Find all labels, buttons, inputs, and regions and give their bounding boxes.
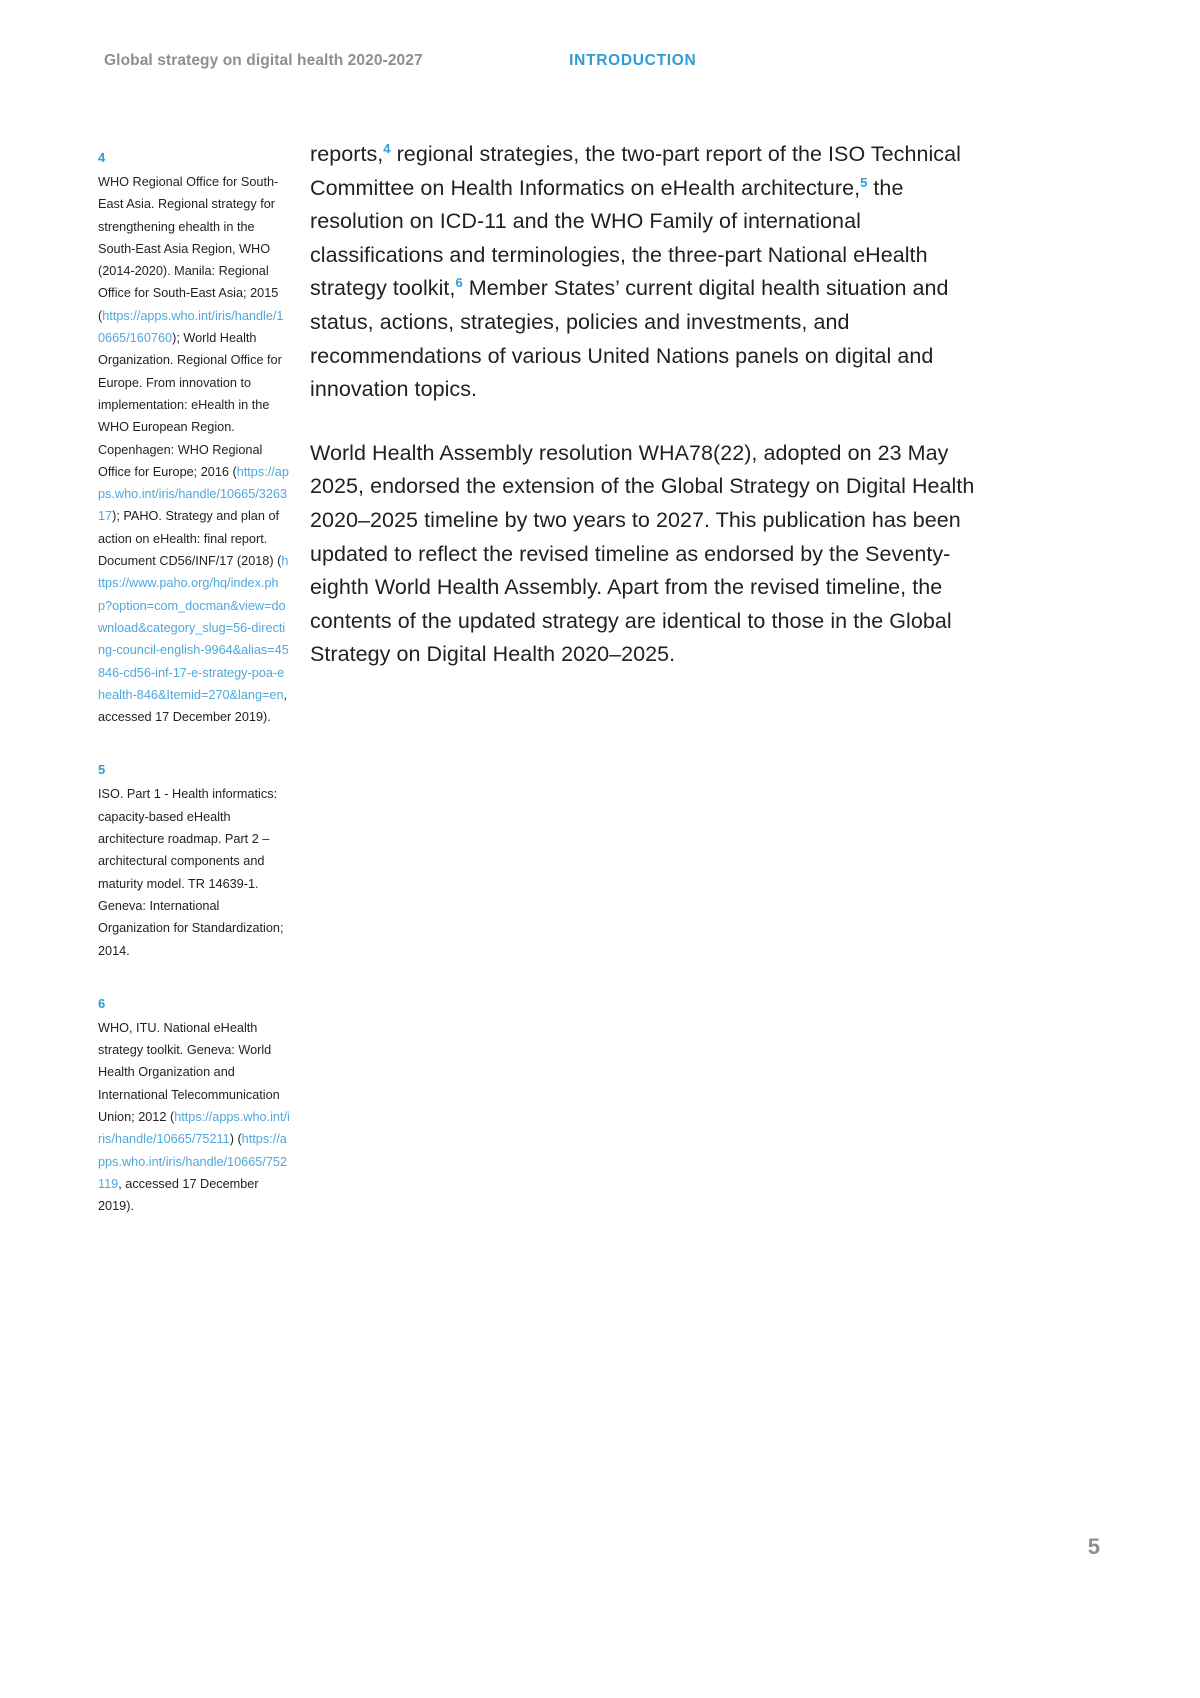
footnote-text <box>98 783 290 961</box>
margin-notes-column <box>98 150 290 1251</box>
footnote-4 <box>98 150 290 728</box>
footnote-segment-text: ) ( <box>229 1132 242 1147</box>
footnote-link[interactable]: https://www.paho.org/hq/index.php?option=com_docman&view=download&category_slug=56-directing-council-english-9964&alias=45846-cd56-inf-17-e-strategy-poa-ehealth-846&Itemid=270&lang=en <box>98 554 289 702</box>
footnote-number: 6 <box>98 995 106 1011</box>
running-head-title: Global strategy on digital health 2020-2027 <box>104 52 423 69</box>
footnote-link[interactable]: https://apps.who.int/iris/handle/10665/752119 <box>98 1132 288 1191</box>
footnote-segment-text: ); PAHO. Strategy and plan of action on eHealth: final report. Document CD56/INF/17 (2018) ( <box>98 509 282 569</box>
footnote-segment-text: ISO. Part 1 - Health informatics: capacity-based eHealth architecture roadmap. Part 2 – architectural components and maturity model. TR 14639-1. Geneva: International Organization for Standardization; 2014. <box>98 787 284 958</box>
footnote-segment-text: , accessed 17 December 2019). <box>98 687 288 725</box>
footnote-link[interactable]: https://apps.who.int/iris/handle/10665/326317 <box>98 464 289 524</box>
footnote-text <box>98 1017 290 1218</box>
footnote-marker-4[interactable]: 4 <box>383 140 391 156</box>
paragraph-text: the resolution on ICD-11 and the WHO Family of international classifications and terminologies, the three-part National eHealth strategy toolkit, <box>310 175 928 301</box>
footnote-link[interactable]: https://apps.who.int/iris/handle/10665/75211 <box>98 1109 290 1147</box>
footnote-segment-text: ); World Health Organization. Regional Office for Europe. From innovation to implementation: eHealth in the WHO European Region. Copenhagen: WHO Regional Office for Europe; 2016 ( <box>98 331 282 479</box>
running-head <box>104 52 1104 74</box>
paragraph-text: reports, <box>310 142 384 166</box>
paragraph-text: Member States’ current digital health situation and status, actions, strategies, policies and investments, and recommendations of various United Nations panels on digital and innovation topics. <box>310 276 949 402</box>
footnote-link[interactable]: https://apps.who.int/iris/handle/10665/160760 <box>98 308 284 346</box>
body-paragraph-1 <box>310 138 1000 407</box>
footnote-6 <box>98 996 290 1218</box>
footnote-marker-6[interactable]: 6 <box>455 275 463 291</box>
footnote-segment-text: WHO Regional Office for South-East Asia. Regional strategy for strengthening ehealth in the South-East Asia Region, WHO (2014-2020). Manila: Regional Office for South-East Asia; 2015 ( <box>98 175 279 323</box>
body-paragraph-2: World Health Assembly resolution WHA78(22), adopted on 23 May 2025, endorsed the extension of the Global Strategy on Digital Health 2020–2025 timeline by two years to 2027. This publication has been updated to reflect the revised timeline as endorsed by the Seventy-eighth World Health Assembly. Apart from the revised timeline, the contents of the updated strategy are identical to those in the Global Strategy on Digital Health 2020–2025. <box>310 440 975 667</box>
footnote-segment-text: , accessed 17 December 2019). <box>98 1176 259 1214</box>
page-number: 5 <box>1087 1534 1100 1559</box>
running-head-section: INTRODUCTION <box>569 52 697 69</box>
paragraph-text: regional strategies, the two-part report of the ISO Technical Committee on Health Informatics on eHealth architecture, <box>310 142 961 200</box>
footnote-marker-5[interactable]: 5 <box>860 174 868 190</box>
footnote-segment-text: WHO, ITU. National eHealth strategy toolkit. Geneva: World Health Organization and International Telecommunication Union; 2012 ( <box>98 1020 280 1124</box>
footnote-number: 5 <box>98 762 106 778</box>
main-text-column <box>310 138 1000 672</box>
footnote-number: 4 <box>98 150 106 165</box>
footnote-5 <box>98 762 290 961</box>
footnote-text <box>98 171 290 728</box>
